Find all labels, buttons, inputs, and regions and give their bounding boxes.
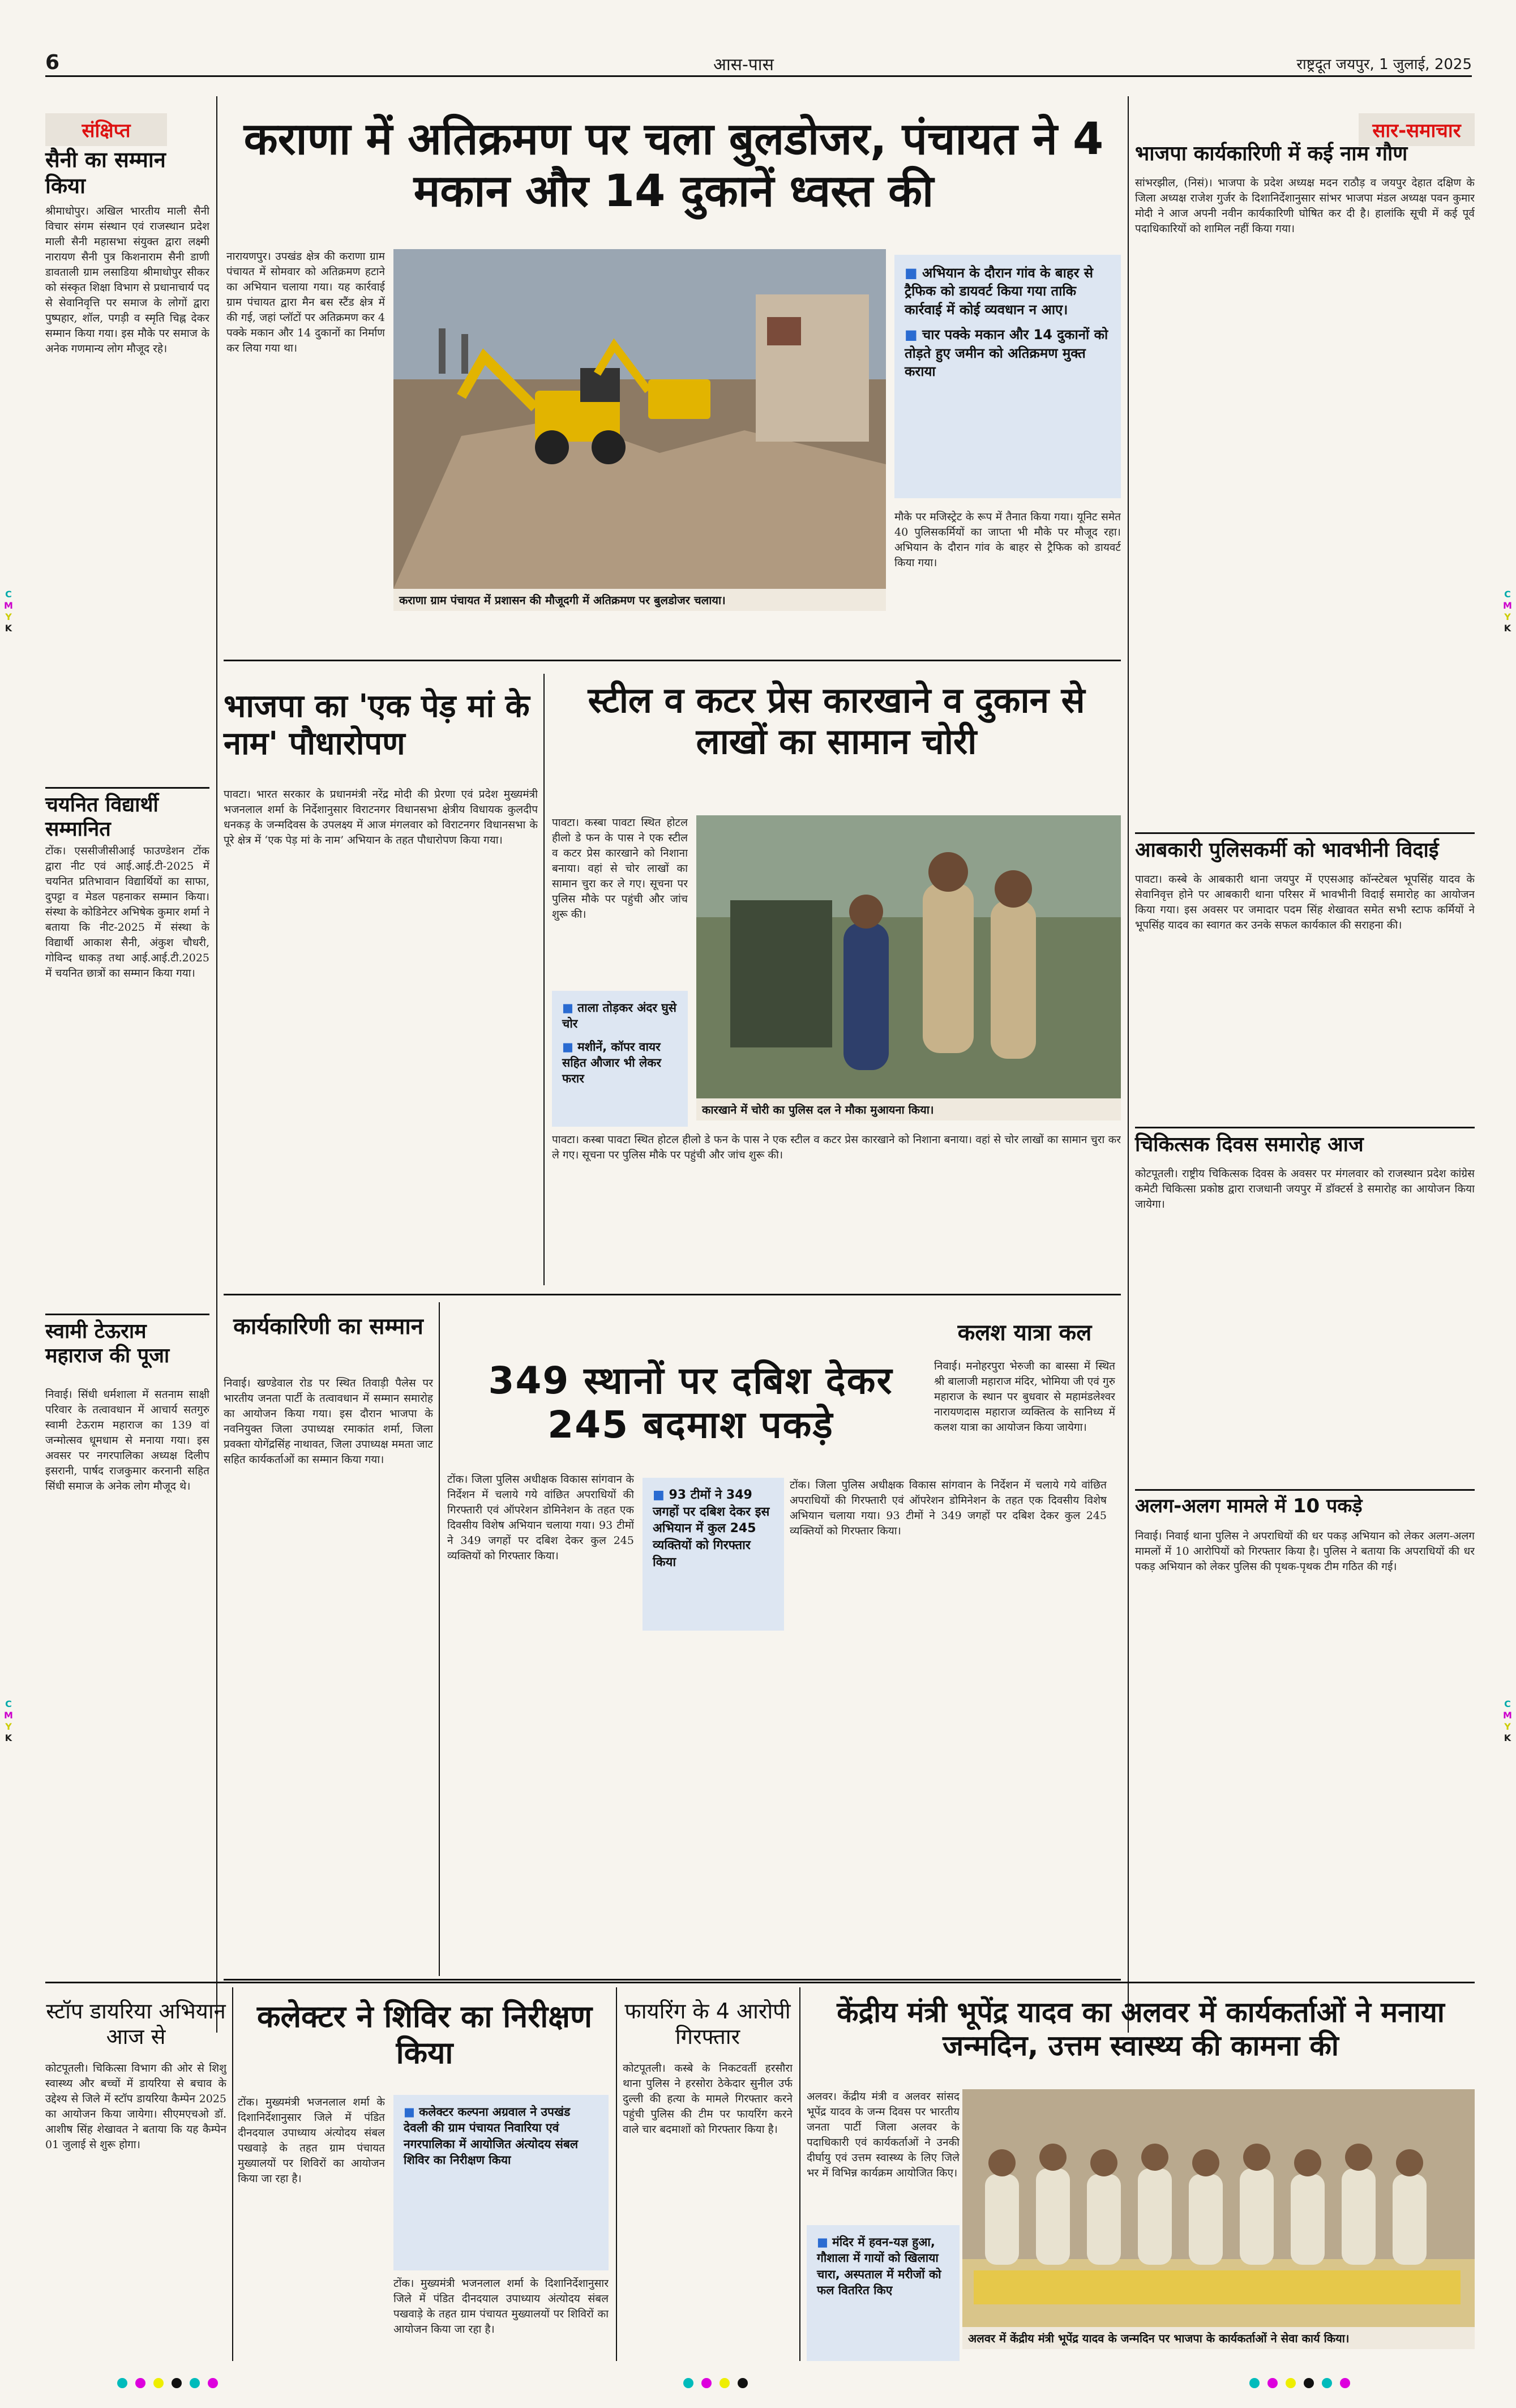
karyakarini-headline: कार्यकारिणी का सम्मान	[233, 1314, 423, 1340]
minister-highlight-box	[807, 2225, 960, 2361]
steel-photo	[696, 815, 1121, 1098]
cmyk-marker-right: C M Y K	[1503, 589, 1512, 634]
minister-photo	[962, 2089, 1475, 2327]
cmyk-marker-left: C M Y K	[4, 589, 13, 634]
divider	[224, 1294, 1121, 1295]
party-workers-group-illustration	[962, 2089, 1475, 2327]
right-2-body: पावटा। कस्बे के आबकारी थाना जयपुर में एएसआइ कॉन्स्टेबल भूपसिंह यादव के सेवानिवृत्त होने पर आबकारी थाना परिसर में भावभीनी विदाई समारोह का आयोजन किया गया। इस अवसर पर जमादार पदम सिंह शेखावत समेत सभी स्टाफ कर्मियों ने भूपसिंह यादव का स्वागत कर उनके सफल कार्यकाल की सराहना की।	[1135, 873, 1475, 931]
minister-headline: केंद्रीय मंत्री भूपेंद्र यादव का अलवर में कार्यकर्ताओं ने मनाया जन्मदिन, उत्तम स्वास्थ्य की कामना की	[837, 1996, 1445, 2062]
lead-headline: कराणा में अतिक्रमण पर चला बुलडोजर, पंचायत ने 4 मकान और 14 दुकानें ध्वस्त की	[243, 114, 1104, 217]
kalash-headline: कलश यात्रा कल	[957, 1320, 1092, 1346]
collector-body: टोंक। मुख्यमंत्री भजनलाल शर्मा के दिशानिर्देशानुसार जिले में पंडित दीनदयाल उपाध्याय अंत्योदय संबल पखवाड़े के तहत ग्राम पंचायत मुख्यालयों पर शिविरों का आयोजन किया जा रहा है।	[238, 2096, 385, 2185]
right-4-title: अलग-अलग मामले में 10 पकड़े	[1135, 1495, 1363, 1517]
news-digest-label: सार-समाचार	[1359, 113, 1475, 146]
kalash-body: निवाई। मनोहरपुरा भेरुजी का बास्सा में स्थित श्री बालाजी महाराज मंदिर, भोमिया जी एवं गुरु महाराज के स्थान पर बुधवार से महामंडलेश्वर नारायणदास महाराज व्यक्तित्व के सानिध्य में कलश यात्रा का आयोजन किया जायेगा।	[934, 1360, 1115, 1434]
divider	[1135, 1489, 1475, 1491]
lead-bullet: ■ अभियान के दौरान गांव के बाहर से ट्रैफिक को डायवर्ट किया गया ताकि कार्रवाई में कोई व्यवधान न आए।	[905, 264, 1111, 319]
steel-bullet: ■ ताला तोड़कर अंदर घुसे चोर	[562, 1000, 678, 1032]
right-3-title: चिकित्सक दिवस समारोह आज	[1135, 1133, 1364, 1156]
firing-body: कोटपूतली। कस्बे के निकटवर्ती हरसौरा थाना पुलिस ने हरसोरा ठेकेदार सुनील उर्फ दुल्ली की हत्या के मामले गिरफ्तार करने पहुंची पुलिस की टीम पर फायरिंग करने वाले चार बदमाशों को गिरफ्तार किया है।	[623, 2062, 793, 2136]
steel-headline: स्टील व कटर प्रेस कारखाने व दुकान से लाखों का सामान चोरी	[588, 679, 1085, 763]
cmyk-marker-left-2: C M Y K	[4, 1699, 13, 1743]
right-1-body: सांभरझील, (निसं)। भाजपा के प्रदेश अध्यक्ष मदन राठौड़ व जयपुर देहात दक्षिण के जिला अध्यक्ष राजेश गुर्जर के दिशानिर्देशानुसार सांभर भाजपा मंडल अध्यक्ष पवन कुमार मोदी ने आज अपनी नवीन कार्यकारिणी घोषित कर दी है। हालांकि सूची में कई पूर्व पदाधिकारियों को शामिल नहीं किया गया।	[1135, 177, 1475, 235]
steel-bullet: ■ मशीनें, कॉपर वायर सहित औजार भी लेकर फरार	[562, 1039, 678, 1087]
raid-highlight-box	[643, 1478, 784, 1631]
registration-marks-left	[113, 2378, 222, 2390]
bjp-headline: भाजपा का 'एक पेड़ मां के नाम' पौधारोपण	[224, 688, 530, 763]
divider	[1135, 832, 1475, 834]
right-1-title: भाजपा कार्यकारिणी में कई नाम गौण	[1135, 142, 1408, 165]
raid-bullet: ■ 93 टीमों ने 349 जगहों पर दबिश देकर इस अभियान में कुल 245 व्यक्तियों को गिरफ्तार किया	[653, 1487, 774, 1571]
page-header	[45, 51, 1472, 77]
lead-body-right: मौके पर मजिस्ट्रेट के रूप में तैनात किया गया। यूनिट समेत 40 पुलिसकर्मियों का जाप्ता भी मौके पर मौजूद रहा। अभियान के दौरान गांव के बाहर से ट्रैफिक को डायवर्ट किया गया।	[894, 511, 1121, 569]
page-number: 6	[45, 51, 60, 74]
brief-3-title: स्वामी टेऊराम महाराज की पूजा	[45, 1320, 170, 1368]
column-rule	[543, 674, 545, 1285]
column-rule	[1128, 96, 1129, 2033]
column-rule	[799, 1987, 800, 2361]
brief-label: संक्षिप्त	[45, 113, 167, 146]
lead-highlight-box	[894, 255, 1121, 498]
bulldozer-demolition-illustration	[393, 249, 886, 589]
brief-2-title: चयनित विद्यार्थी सम्मानित	[45, 793, 159, 841]
column-rule	[232, 1987, 233, 2361]
raid-body-more: टोंक। जिला पुलिस अधीक्षक विकास सांगवान के निर्देशन में चलाये गये वांछित अपराधियों की गिरफ्तारी एवं ऑपरेशन डोमिनेशन के तहत एक दिवसीय विशेष अभियान चलाया गया। 93 टीमों ने 349 जगहों पर दबिश देकर कुल 245 व्यक्तियों को गिरफ्तार किया।	[790, 1479, 1107, 1537]
firing-headline: फायरिंग के 4 आरोपी गिरफ्तार	[624, 1999, 791, 2049]
raid-body: टोंक। जिला पुलिस अधीक्षक विकास सांगवान के निर्देशन में चलाये गये वांछित अपराधियों की गिरफ्तारी एवं ऑपरेशन डोमिनेशन के तहत एक दिवसीय विशेष अभियान चलाया गया। 93 टीमों ने 349 जगहों पर दबिश देकर कुल 245 व्यक्तियों को गिरफ्तार किया।	[447, 1473, 634, 1562]
collector-bullet: ■ कलेक्टर कल्पना अग्रवाल ने उपखंड देवली की ग्राम पंचायत निवारिया एवं नगरपालिका में आयोजित अंत्योदय संबल शिविर का निरीक्षण किया	[404, 2104, 598, 2168]
cmyk-marker-right-2: C M Y K	[1503, 1699, 1512, 1743]
collector-highlight-box	[393, 2095, 609, 2270]
stop-diarrhea-body: कोटपूतली। चिकित्सा विभाग की ओर से शिशु स्वास्थ्य और बच्चों में डायरिया से बचाव के उद्देश्य से जिले में स्टॉप डायरिया कैम्पेन 2025 का आयोजन किया जायेगा। सीएमएचओ डॉ. आशीष सिंह शेखावत ने बताया कि यह कैम्पेन 01 जुलाई से शुरू होगा।	[45, 2062, 226, 2151]
police-inspection-illustration	[696, 815, 1121, 1098]
bjp-body: पावटा। भारत सरकार के प्रधानमंत्री नरेंद्र मोदी की प्रेरणा एवं प्रदेश मुख्यमंत्री भजनलाल शर्मा के निर्देशानुसार विराटनगर विधानसभा क्षेत्रीय विधायक कुलदीप धनकड़ के जन्मदिवस के उपलक्ष्य में आज मंगलवार को विराटनगर विधानसभा के पूरे क्षेत्र में ‘एक पेड़ मां के नाम’ अभियान के तहत पौधारोपण किया गया।	[224, 788, 538, 846]
divider	[1135, 1127, 1475, 1128]
divider	[45, 787, 209, 789]
brief-3-body: निवाई। सिंधी धर्मशाला में सतनाम साक्षी परिवार के तत्वावधान में आचार्य सतगुरु स्वामी टेऊराम महाराज का 139 वां जन्मोत्सव धूमधाम से मनाया गया। इस अवसर पर नगरपालिका अध्यक्ष दिलीप इसरानी, पार्षद राजकुमार करनानी सहित सिंधी समाज के अनेक लोग मौजूद थे।	[45, 1388, 209, 1492]
right-4-body: निवाई। निवाई थाना पुलिस ने अपराधियों की धर पकड़ अभियान को लेकर अलग-अलग मामलों में 10 आरोपियों को गिरफ्तार किया है। पुलिस ने बताया कि अपराधियों की धर पकड़ अभियान को लेकर पुलिस की पृथक-पृथक टीम गठित की गई।	[1135, 1530, 1475, 1573]
brief-2-body: टोंक। एससीजीसीआई फाउण्डेशन टोंक द्वारा नीट एवं आई.आई.टी-2025 में चयनित प्रतिभावान विद्यार्थियों का साफा, दुपट्टा व मेडल पहनाकर सम्मान किया। संस्था के कोडिनेटर अभिषेक कुमार शर्मा ने बताया कि नीट-2025 में संस्था के विद्यार्थी आकाश सैनी, अंकुश चौधरी, गोविन्द धाकड़ तथा आई.आई.टी.2025 में चयनित छात्रों का सम्मान किया गया।	[45, 845, 209, 980]
lead-bullet: ■ चार पक्के मकान और 14 दुकानों को तोड़ते हुए जमीन को अतिक्रमण मुक्त कराया	[905, 326, 1111, 380]
right-3-body: कोटपूतली। राष्ट्रीय चिकित्सक दिवस के अवसर पर मंगलवार को राजस्थान प्रदेश कांग्रेस कमेटी चिकित्सा प्रकोष्ठ द्वारा राजधानी जयपुर में डॉक्टर्स डे समारोह का आयोजन किया जायेगा।	[1135, 1167, 1475, 1211]
divider	[224, 1979, 1121, 1981]
karyakarini-body: निवाई। खण्डेवाल रोड पर स्थित तिवाड़ी पैलेस पर भारतीय जनता पार्टी के तत्वावधान में सम्मान समारोह का आयोजन किया गया। इस दौरान भाजपा के नवनियुक्त जिला उपाध्यक्ष रमाकांत शर्मा, जिला प्रवक्ता योगेंद्रसिंह नाथावत, जिला उपाध्यक्ष ममता जाट सहित कार्यकर्ताओं का सम्मान किया गया।	[224, 1377, 433, 1466]
minister-body: अलवर। केंद्रीय मंत्री व अलवर सांसद भूपेंद्र यादव के जन्म दिवस पर भारतीय जनता पार्टी जिला अलवर के पदाधिकारी एवं कार्यकर्ताओं ने उनकी दीर्घायु एवं उत्तम स्वास्थ्य के लिए जिले भर में विभिन्न कार्यक्रम आयोजित किए।	[807, 2090, 960, 2179]
steel-body-more: पावटा। कस्बा पावटा स्थित होटल हीलो डे फन के पास ने एक स्टील व कटर प्रेस कारखाने को निशाना बनाया। वहां से चोर लाखों का सामान चुरा कर ले गए। सूचना पर पुलिस मौके पर पहुंची और जांच शुरू की।	[552, 1134, 1121, 1161]
brief-1-body: श्रीमाधोपुर। अखिल भारतीय माली सैनी विचार संगम संस्थान एवं राजस्थान प्रदेश माली सैनी महासभा संयुक्त द्वारा लक्ष्मी नारायण सैनी पुत्र किशनाराम सैनी डाणी डावताली ग्राम लसाडिया श्रीमाधोपुर सीकर को संस्कृत शिक्षा विभाग से प्रधानाचार्य पद से सेवानिवृत्ति पर समाज के लोगों द्वारा पुष्पहार, शॉल, पगड़ी व स्मृति चिह्न देकर सम्मान किया गया। इस मौके पर समाज के अनेक गणमान्य लोग मौजूद रहे।	[45, 205, 209, 355]
steel-photo-caption: कारखाने में चोरी का पुलिस दल ने मौका मुआयना किया।	[696, 1098, 1121, 1120]
registration-marks-center	[679, 2378, 752, 2390]
lead-photo-caption: कराणा ग्राम पंचायत में प्रशासन की मौजूदगी में अतिक्रमण पर बुलडोजर चलाया।	[393, 589, 886, 611]
steel-body: पावटा। कस्बा पावटा स्थित होटल हीलो डे फन के पास ने एक स्टील व कटर प्रेस कारखाने को निशाना बनाया। वहां से चोर लाखों का सामान चुरा कर ले गए। सूचना पर पुलिस मौके पर पहुंची और जांच शुरू की।	[552, 816, 688, 921]
right-2-title: आबकारी पुलिसकर्मी को भावभीनी विदाई	[1135, 839, 1439, 862]
collector-body-more: टोंक। मुख्यमंत्री भजनलाल शर्मा के दिशानिर्देशानुसार जिले में पंडित दीनदयाल उपाध्याय अंत्योदय संबल पखवाड़े के तहत ग्राम पंचायत मुख्यालयों पर शिविरों का आयोजन किया जा रहा है।	[393, 2277, 609, 2336]
registration-marks-right	[1245, 2378, 1354, 2390]
collector-headline: कलेक्टर ने शिविर का निरीक्षण किया	[256, 1999, 593, 2071]
lead-photo	[393, 249, 886, 589]
stop-diarrhea-headline: स्टॉप डायरिया अभियान आज से	[46, 1999, 226, 2049]
lead-body-left: नारायणपुर। उपखंड क्षेत्र की कराणा ग्राम पंचायत में सोमवार को अतिक्रमण हटाने का अभियान चलाया गया। यह कार्रवाई ग्राम पंचायत द्वारा मैन बस स्टैंड क्षेत्र में की गई, जहां प्लॉटों पर अतिक्रमण कर 4 पक्के मकान और 14 दुकानों का निर्माण कर लिया गया था।	[226, 250, 385, 354]
column-rule	[439, 1302, 440, 1976]
brief-1-title: सैनी का सम्मान किया	[45, 147, 166, 198]
column-rule	[216, 96, 217, 2033]
dateline: राष्ट्रदूत जयपुर, 1 जुलाई, 2025	[1296, 56, 1472, 73]
section-name: आस-पास	[713, 55, 774, 75]
column-rule	[616, 1987, 617, 2361]
divider	[45, 1314, 209, 1315]
minister-photo-caption: अलवर में केंद्रीय मंत्री भूपेंद्र यादव के जन्मदिन पर भाजपा के कार्यकर्ताओं ने सेवा कार्य किया।	[962, 2327, 1475, 2349]
raid-headline: 349 स्थानों पर दबिश देकर 245 बदमाश पकड़े	[488, 1359, 893, 1447]
divider	[224, 660, 1121, 661]
steel-highlight-box	[552, 991, 688, 1127]
minister-bullet: ■ मंदिर में हवन-यज्ञ हुआ, गौशाला में गायों को खिलाया चारा, अस्पताल में मरीजों को फल वितरित किए	[817, 2234, 949, 2298]
divider	[45, 1982, 1475, 1983]
